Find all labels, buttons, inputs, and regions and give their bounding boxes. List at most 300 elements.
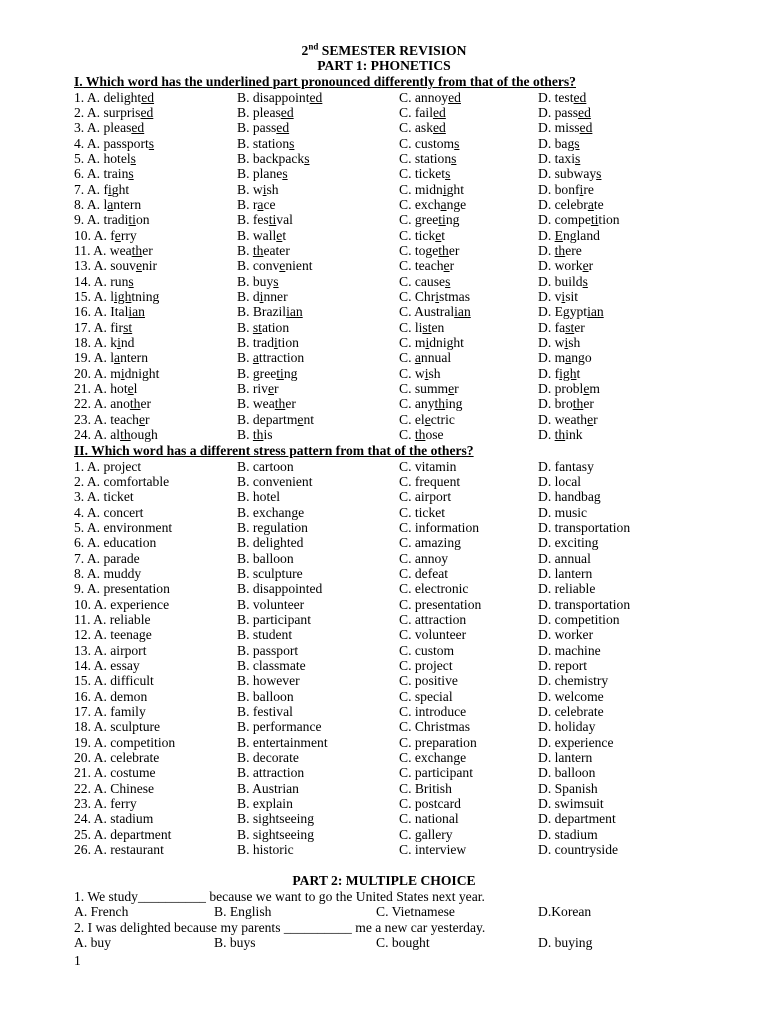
- answer-option: D. countryside: [538, 842, 619, 858]
- underlined-part: th: [129, 396, 141, 412]
- question-row: [74, 643, 714, 658]
- option-text: C. teach: [399, 258, 444, 274]
- option-text: B.: [237, 427, 253, 443]
- answer-option: D. local: [538, 473, 582, 489]
- option-text: C. ask: [399, 120, 433, 136]
- question-row: [74, 105, 714, 120]
- question-row: [74, 689, 714, 704]
- answer-option: [399, 136, 459, 151]
- answer-option: [237, 412, 314, 427]
- option-text: B. d: [237, 288, 260, 304]
- answer-option: 23. A. ferry: [74, 796, 137, 812]
- underlined-part: ed: [131, 120, 145, 136]
- answer-option: [74, 90, 154, 105]
- answer-option: [74, 304, 145, 319]
- underlined-part: ed: [141, 89, 155, 105]
- underlined-part: i: [561, 288, 566, 304]
- answer-option: [538, 412, 598, 427]
- answer-option: [237, 335, 299, 350]
- answer-option: B. balloon: [237, 688, 294, 704]
- answer-option: C. national: [399, 811, 459, 827]
- underlined-part: e: [114, 227, 121, 243]
- answer-option: [74, 366, 159, 381]
- answer-option: [74, 105, 153, 120]
- option-text: 15. A. l: [74, 288, 115, 304]
- answer-option: [237, 289, 288, 304]
- underlined-part: ed: [578, 104, 591, 120]
- underlined-part: th: [554, 427, 566, 443]
- answer-option: 25. A. department: [74, 826, 172, 842]
- underlined-part: ti: [268, 212, 277, 228]
- underlined-part: th: [252, 242, 264, 258]
- option-text: tion: [277, 335, 299, 350]
- underlined-part: s: [148, 135, 155, 151]
- answer-option: C. frequent: [399, 473, 461, 489]
- answer-option: [399, 120, 446, 135]
- answer-option: D. machine: [538, 642, 601, 658]
- option-text: tion: [598, 212, 620, 228]
- answer-option: 8. A. muddy: [74, 565, 142, 581]
- option-text: C.: [399, 350, 415, 366]
- option-text: er: [140, 396, 152, 412]
- page-number: 1: [74, 953, 81, 968]
- answer-option: [237, 120, 289, 135]
- underlined-part: i: [579, 181, 584, 197]
- underlined-part: ti: [438, 212, 446, 228]
- underlined-part: e: [582, 258, 589, 274]
- question-stem: 2. I was delighted because my parents __________ me a new car yesterday.: [74, 919, 486, 935]
- underlined-part: a: [114, 350, 121, 366]
- option-text: C. station: [399, 150, 452, 166]
- underlined-part: ed: [276, 120, 290, 136]
- option-text: D. build: [538, 273, 583, 289]
- answer-option: [74, 166, 134, 181]
- option-text: 24. A. al: [74, 427, 121, 443]
- underlined-part: s: [451, 150, 457, 166]
- question-row: [74, 136, 714, 151]
- part1-title: PART 1: PHONETICS: [317, 58, 451, 74]
- answer-option: B. passport: [237, 642, 299, 658]
- answer-option: [399, 166, 450, 181]
- option-text: l: [133, 381, 138, 397]
- question-row: [74, 658, 714, 673]
- underlined-part: ti: [128, 212, 136, 228]
- answer-option: C. annoy: [399, 550, 449, 566]
- answer-option: D. competition: [538, 611, 620, 627]
- option-text: B. trad: [237, 335, 274, 350]
- underlined-part: a: [440, 196, 447, 212]
- answer-option: [538, 197, 604, 212]
- answer-option: B. student: [237, 627, 293, 643]
- underlined-part: e: [279, 258, 286, 274]
- answer-option: C. participant: [399, 765, 473, 781]
- question-row: [74, 304, 714, 319]
- answer-option: [399, 335, 464, 350]
- answer-option: D. handbag: [538, 489, 601, 505]
- option-text: nir: [141, 258, 158, 274]
- question-row: [74, 581, 714, 596]
- question-row: [74, 228, 714, 243]
- option-text: D. w: [538, 335, 565, 350]
- answer-option: 15. A. difficult: [74, 673, 154, 689]
- answer-option: [399, 243, 459, 258]
- answer-option: D.Korean: [538, 904, 592, 920]
- option-text: B. Brazil: [237, 304, 287, 320]
- underlined-part: igh: [559, 365, 577, 381]
- option-text: C. Chr: [399, 288, 436, 304]
- option-text: 9. A. tradi: [74, 212, 129, 228]
- answer-option: [237, 151, 309, 166]
- question-row: [74, 597, 714, 612]
- underlined-part: e: [424, 411, 431, 427]
- option-text: B. wea: [237, 396, 275, 412]
- answer-option: [237, 136, 294, 151]
- option-text: 21. A. hot: [74, 381, 128, 397]
- answer-option: C. interview: [399, 842, 467, 858]
- answer-option: C. defeat: [399, 565, 449, 581]
- underlined-part: e: [267, 381, 275, 397]
- answer-option: C. introduce: [399, 704, 467, 719]
- question-stem: 1. We study__________ because we want to go the United States next year.: [74, 889, 485, 904]
- underlined-part: i: [435, 288, 440, 304]
- answer-option: B. performance: [237, 719, 322, 735]
- option-text: sit: [565, 288, 579, 304]
- option-text: B. departm: [237, 411, 298, 427]
- answer-option: D. Spanish: [538, 780, 598, 796]
- option-text: 10. A. f: [74, 227, 115, 243]
- answer-option: B. classmate: [237, 657, 306, 673]
- option-text: C.: [399, 427, 415, 443]
- answer-option: [74, 396, 151, 411]
- question-row: [74, 396, 714, 411]
- answer-option: 19. A. competition: [74, 734, 176, 750]
- answer-option: D. lantern: [538, 750, 593, 766]
- option-text: C. li: [399, 319, 423, 335]
- question-row: [74, 335, 714, 350]
- underlined-part: th: [414, 427, 426, 443]
- answer-option: [237, 274, 279, 289]
- answer-option: C. exchange: [399, 750, 467, 766]
- option-text: 11. A. wea: [74, 242, 132, 258]
- option-text: B. conv: [237, 258, 280, 274]
- option-text: C. m: [399, 335, 426, 350]
- option-text: D. miss: [538, 120, 580, 136]
- answer-option: D. worker: [538, 627, 594, 643]
- underlined-part: ian: [454, 304, 471, 320]
- option-text: nd: [120, 335, 135, 350]
- underlined-part: s: [282, 166, 288, 182]
- option-text: er: [142, 242, 153, 258]
- option-text: C. w: [399, 365, 425, 381]
- answer-option: C. ticket: [399, 504, 446, 520]
- underlined-part: ed: [140, 104, 154, 120]
- answer-option: D. transportation: [538, 596, 631, 612]
- question-row: [74, 258, 714, 273]
- option-text: 5. A. hotel: [74, 150, 131, 166]
- question-row: [74, 811, 714, 826]
- question-row: [74, 520, 714, 535]
- option-text: nge: [446, 196, 467, 212]
- question-row: [74, 151, 714, 166]
- answer-option: 26. A. restaurant: [74, 842, 164, 858]
- option-text: B. w: [237, 181, 263, 197]
- underlined-part: i: [564, 335, 569, 350]
- answer-option: C. preparation: [399, 734, 477, 750]
- option-text: val: [276, 212, 293, 228]
- answer-option: C. bought: [376, 935, 430, 951]
- answer-option: D. stadium: [538, 826, 598, 842]
- question-row: [74, 551, 714, 566]
- option-text: B. wall: [237, 227, 277, 243]
- question-row: [74, 704, 714, 719]
- option-text: C. toge: [399, 242, 439, 258]
- option-text: D. celebr: [538, 196, 588, 212]
- option-text: B. buy: [237, 273, 274, 289]
- option-text: C. custom: [399, 135, 455, 151]
- answer-option: A. French: [74, 904, 129, 920]
- underlined-part: a: [257, 196, 264, 212]
- option-text: ngland: [562, 227, 600, 243]
- option-text: 22. A. ano: [74, 396, 130, 412]
- underlined-part: e: [135, 258, 142, 274]
- answer-option: [237, 304, 303, 319]
- document-title: [0, 43, 768, 58]
- option-text: er: [583, 396, 594, 412]
- answer-option: B. historic: [237, 842, 294, 858]
- answer-option: 7. A. parade: [74, 550, 140, 566]
- answer-option: [74, 243, 153, 258]
- answer-option: D. swimsuit: [538, 796, 604, 812]
- option-text: D. taxi: [538, 150, 575, 166]
- underlined-part: s: [128, 273, 134, 289]
- answer-option: 17. A. family: [74, 704, 146, 719]
- underlined-part: s: [445, 166, 451, 182]
- section1-questions: [74, 90, 714, 443]
- answer-option: [237, 90, 322, 105]
- option-text: D. ba: [538, 135, 568, 151]
- answer-option: [538, 166, 601, 181]
- option-text: C. fail: [399, 104, 433, 120]
- underlined-part: i: [117, 335, 121, 350]
- answer-option: C. gallery: [399, 826, 453, 842]
- answer-option: [399, 274, 450, 289]
- underlined-part: s: [289, 135, 295, 151]
- answer-option: [237, 396, 296, 411]
- underlined-part: ian: [128, 304, 145, 320]
- answer-option: [399, 427, 444, 442]
- answer-option: D. report: [538, 657, 588, 673]
- option-text: rry: [120, 227, 137, 243]
- answer-option: [237, 427, 273, 442]
- answer-option: [399, 228, 445, 243]
- answer-option: B. attraction: [237, 765, 305, 781]
- question-row: [74, 90, 714, 105]
- answer-option: [74, 289, 159, 304]
- option-text: eater: [263, 242, 290, 258]
- option-text: nner: [263, 288, 288, 304]
- answer-option: 20. A. celebrate: [74, 750, 160, 766]
- question-row: [74, 505, 714, 520]
- underlined-part: th: [572, 396, 584, 412]
- answer-option: C. custom: [399, 642, 455, 658]
- options-row: [74, 935, 714, 950]
- option-text: ng: [445, 212, 460, 228]
- question-row: [74, 765, 714, 780]
- answer-option: [237, 197, 276, 212]
- option-text: D. test: [538, 89, 574, 105]
- question-row: [74, 474, 714, 489]
- answer-option: [399, 412, 455, 427]
- answer-option: [74, 120, 144, 135]
- answer-option: 12. A. teenage: [74, 627, 152, 643]
- option-text: dnight: [429, 335, 464, 350]
- question-row: [74, 719, 714, 734]
- question-row: [74, 120, 714, 135]
- answer-option: [74, 182, 129, 197]
- underlined-part: e: [297, 411, 304, 427]
- answer-option: D. celebrate: [538, 704, 604, 719]
- underlined-part: s: [445, 273, 451, 289]
- underlined-part: i: [424, 365, 429, 381]
- answer-option: [538, 182, 594, 197]
- answer-option: D. music: [538, 504, 588, 520]
- option-text: D. pass: [538, 104, 579, 120]
- question-row: [74, 274, 714, 289]
- answer-option: 16. A. demon: [74, 688, 148, 704]
- option-text: ght: [111, 181, 130, 197]
- answer-option: B. buys: [214, 935, 256, 951]
- option-text: sh: [266, 181, 279, 197]
- answer-option: D. balloon: [538, 765, 596, 781]
- answer-option: C. special: [399, 688, 453, 704]
- underlined-part: s: [454, 135, 460, 151]
- underlined-part: ti: [276, 365, 284, 381]
- underlined-part: e: [583, 381, 590, 397]
- answer-option: [538, 243, 582, 258]
- option-text: D. subway: [538, 166, 597, 182]
- option-text: 16. A. Ital: [74, 304, 129, 320]
- option-text: C. midn: [399, 181, 443, 197]
- underlined-part: th: [252, 427, 264, 443]
- option-text: C. Austral: [399, 304, 455, 320]
- option-text: ink: [565, 427, 583, 443]
- option-text: en: [431, 319, 445, 335]
- answer-option: C. information: [399, 519, 480, 535]
- underlined-part: e: [435, 227, 442, 243]
- option-text: B.: [237, 350, 253, 366]
- option-text: nt: [303, 411, 315, 427]
- option-text: B. pleas: [237, 104, 281, 120]
- option-text: B. pass: [237, 120, 277, 136]
- answer-option: B. Austrian: [237, 780, 299, 796]
- answer-option: [74, 274, 134, 289]
- answer-option: B. cartoon: [237, 458, 294, 474]
- title-text: SEMESTER REVISION: [318, 43, 467, 58]
- question-row: [74, 197, 714, 212]
- answer-option: C. British: [399, 780, 452, 796]
- answer-option: 9. A. presentation: [74, 581, 170, 597]
- answer-option: D. welcome: [538, 688, 604, 704]
- answer-option: D. annual: [538, 550, 591, 566]
- section2-questions: [74, 459, 714, 858]
- underlined-part: e: [138, 411, 145, 427]
- underlined-part: e: [127, 381, 134, 397]
- underlined-part: ti: [590, 212, 599, 228]
- answer-option: [399, 350, 451, 365]
- option-text: er: [285, 396, 296, 412]
- section1-heading: I. Which word has the underlined part pronounced differently from that of the others?: [74, 74, 576, 89]
- option-text: D. bonf: [538, 181, 580, 197]
- answer-option: D. department: [538, 811, 616, 827]
- answer-option: [538, 136, 580, 151]
- option-text: B. backpack: [237, 150, 305, 166]
- answer-option: [74, 381, 137, 396]
- option-text: 1. A. delight: [74, 89, 142, 105]
- option-text: B. plane: [237, 166, 283, 182]
- underlined-part: ed: [280, 104, 294, 120]
- answer-option: 24. A. stadium: [74, 811, 154, 827]
- underlined-part: a: [587, 196, 594, 212]
- option-text: ngo: [571, 350, 592, 366]
- answer-option: B. delighted: [237, 535, 304, 551]
- underlined-part: s: [128, 166, 134, 182]
- answer-option: [237, 182, 279, 197]
- question-row: [74, 827, 714, 842]
- title-superscript: nd: [308, 41, 319, 52]
- answer-option: [538, 427, 583, 442]
- underlined-part: s: [582, 273, 588, 289]
- answer-option: B. regulation: [237, 519, 308, 535]
- question-row: [74, 182, 714, 197]
- question-row: [74, 673, 714, 688]
- underlined-part: i: [107, 181, 112, 197]
- answer-option: 11. A. reliable: [74, 611, 151, 627]
- underlined-part: a: [252, 350, 259, 366]
- option-text: r: [449, 258, 455, 274]
- option-text: C. any: [399, 396, 435, 412]
- answer-option: [399, 304, 471, 319]
- answer-option: D. reliable: [538, 581, 596, 597]
- answer-option: [399, 151, 456, 166]
- answer-option: D. lantern: [538, 565, 593, 581]
- underlined-part: th: [434, 396, 446, 412]
- underlined-part: i: [274, 335, 278, 350]
- answer-option: [237, 320, 289, 335]
- underlined-part: ed: [579, 120, 593, 136]
- underlined-part: igh: [114, 288, 132, 304]
- answer-option: B. festival: [237, 704, 293, 719]
- part2-title: PART 2: MULTIPLE CHOICE: [292, 873, 476, 888]
- option-text: ght: [446, 181, 464, 197]
- option-text: re: [583, 181, 594, 197]
- answer-option: D. chemistry: [538, 673, 609, 689]
- answer-option: [74, 427, 158, 442]
- option-text: r: [454, 381, 459, 397]
- option-text: D. Egypt: [538, 304, 588, 320]
- underlined-part: i: [262, 181, 267, 197]
- answer-option: D. experience: [538, 734, 614, 750]
- underlined-part: i: [442, 181, 447, 197]
- option-text: r: [593, 411, 598, 427]
- answer-option: D. holiday: [538, 719, 596, 735]
- option-text: D.: [538, 427, 555, 443]
- question-row: [74, 781, 714, 796]
- option-text: B. riv: [237, 381, 268, 397]
- answer-option: [538, 228, 600, 243]
- underlined-part: ed: [309, 89, 323, 105]
- answer-option: [399, 197, 466, 212]
- question-row: [74, 243, 714, 258]
